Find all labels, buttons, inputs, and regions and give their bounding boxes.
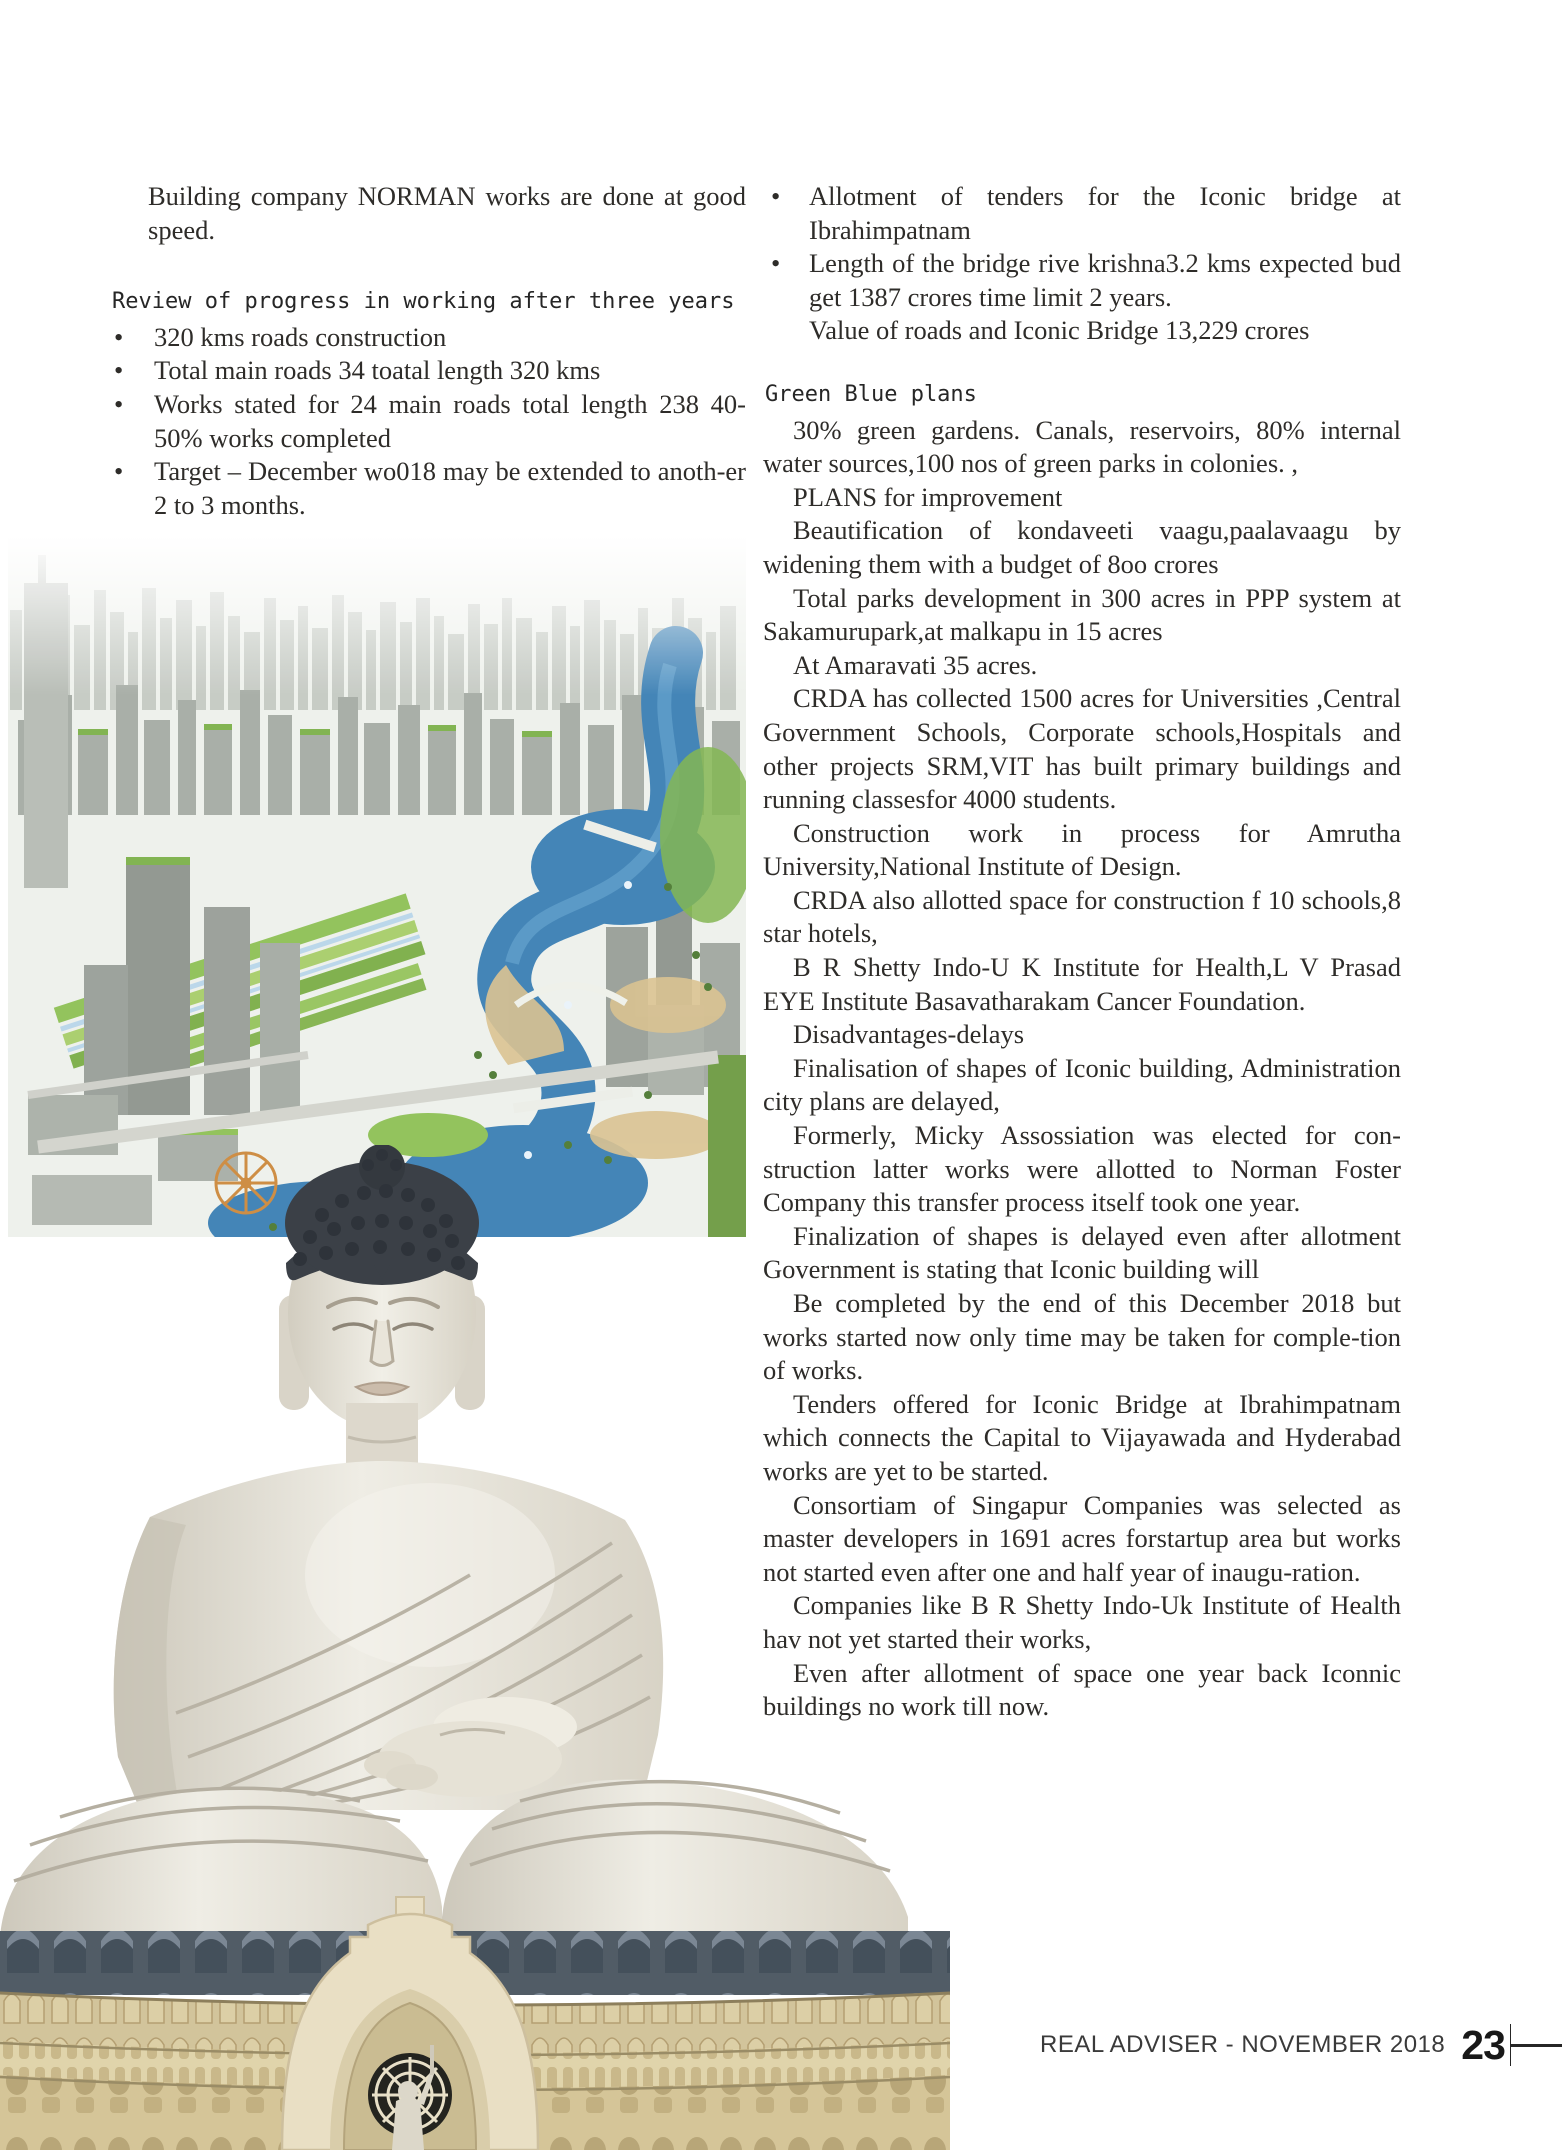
paragraph: Construction work in process for Amrutha University,National Institute of Design.: [763, 817, 1401, 882]
paragraph: B R Shetty Indo-U K Institute for Health,L V Prasad EYE Institute Basavatharakam Cancer Foundation.: [763, 952, 1401, 1016]
city-aerial-photo: [8, 535, 746, 1237]
paragraph: Consortiam of Singapur Companies was selected as master developers in 1691 acres forstartup area but works not started even after one and half year of inaugu-ration.: [763, 1489, 1401, 1587]
progress-bullet-list: [110, 321, 746, 523]
intro-paragraph: Building company NORMAN works are done at good speed.: [148, 181, 746, 245]
paragraph: Total parks development in 300 acres in PPP system at Sakamurupark,at malkapu in 15 acres: [763, 582, 1401, 647]
list-item: • Length of the bridge rive krishna3.2 kms expected bud get 1387 crores time limit 2 years.: [763, 247, 1401, 314]
page-footer: [1040, 2022, 1562, 2068]
magazine-name: REAL ADVISER - NOVEMBER 2018: [1040, 2031, 1446, 2058]
paragraph: At Amaravati 35 acres.: [793, 649, 1038, 680]
page-number: 23: [1461, 2021, 1505, 2068]
right-text-column: [763, 180, 1401, 1724]
list-item: • Target – December wo018 may be extended to anoth-er 2 to 3 months.: [110, 455, 746, 522]
paragraph: Finalization of shapes is delayed even after allotment Government is stating that Iconic building will: [763, 1220, 1401, 1285]
statue-neck: [346, 1403, 418, 1463]
paragraph: Formerly, Micky Assossiation was elected for con-struction latter works were allotted to Norman Foster Company this transfer process itself took one year.: [763, 1120, 1401, 1218]
paragraph: Be completed by the end of this December 2018 but works started now only time may be taken for comple-tion of works.: [763, 1288, 1401, 1386]
paragraph: PLANS for improvement: [793, 481, 1063, 512]
paragraph: Tenders offered for Iconic Bridge at Ibrahimpatnam which connects the Capital to Vijayawada and Hyderabad works are yet to be started.: [763, 1388, 1401, 1486]
list-item: • 320 kms roads construction: [110, 321, 746, 355]
paragraph: Finalisation of shapes of Iconic building, Administration city plans are delayed,: [763, 1052, 1401, 1117]
paragraph: Beautification of kondaveeti vaagu,paalavaagu by widening them with a budget of 8oo crores: [763, 515, 1401, 579]
footer-rule: [1511, 2044, 1562, 2047]
paragraph: 30% green gardens. Canals, reservoirs, 80% internal water sources,100 nos of green parks in colonies. ,: [763, 414, 1401, 479]
paragraph: Disadvantages-delays: [793, 1019, 1025, 1050]
review-progress-heading: Review of progress in working after three years: [112, 289, 735, 315]
bullet-note: Value of roads and Iconic Bridge 13,229 crores: [809, 315, 1310, 346]
list-item: • Allotment of tenders for the Iconic bridge at Ibrahimpatnam: [763, 180, 1401, 247]
green-blue-plans-heading: Green Blue plans: [765, 381, 977, 407]
statue-hair: [285, 1145, 479, 1285]
list-item: • Works stated for 24 main roads total length 238 40-50% works completed: [110, 388, 746, 455]
bridge-bullet-list: [763, 180, 1401, 314]
paragraph: Companies like B R Shetty Indo-Uk Institute of Health hav not yet started their works,: [763, 1590, 1401, 1654]
left-text-column: [110, 180, 746, 522]
paragraph: Even after allotment of space one year back Iconnic buildings no work till now.: [763, 1657, 1401, 1722]
paragraph: CRDA has collected 1500 acres for Universities ,Central Government Schools, Corporate schools,Hospitals and other projects SRM,VIT has built primary buildings and running classesfor 4000 students.: [763, 683, 1401, 815]
list-item: • Total main roads 34 toatal length 320 kms: [110, 354, 746, 388]
paragraph: CRDA also allotted space for construction f 10 schools,8 star hotels,: [763, 884, 1401, 949]
